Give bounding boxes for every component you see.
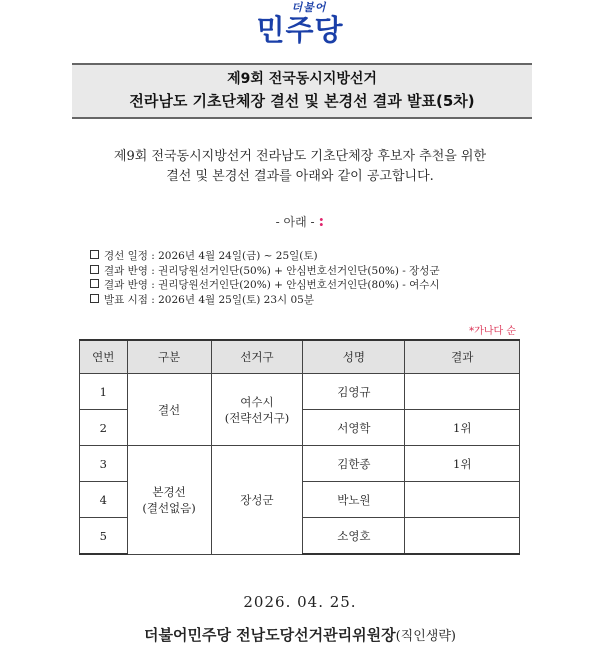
detail-text: 결과 반영 : 권리당원선거인단(50%) + 안심번호선거인단(50%) - 장성군 bbox=[104, 264, 440, 277]
result-cell bbox=[405, 518, 520, 555]
row-number: 4 bbox=[80, 482, 128, 518]
category-label: 본경선 bbox=[152, 484, 186, 499]
header-category: 구분 bbox=[127, 340, 211, 374]
notice-label: - 아래 - bbox=[275, 215, 315, 229]
results-table bbox=[79, 339, 520, 555]
category-cell bbox=[127, 446, 211, 555]
header-district: 선거구 bbox=[211, 340, 303, 374]
sort-note: *가나다 순 bbox=[469, 326, 516, 337]
category-cell bbox=[127, 374, 211, 446]
district-sublabel: (전략선거구) bbox=[224, 410, 290, 425]
logo-big-text: 민주당 bbox=[256, 13, 344, 47]
detail-text: 발표 시점 : 2026년 4월 25일(토) 23시 05분 bbox=[104, 293, 315, 306]
signatory: 더불어민주당 전남도당선거관리위원장 bbox=[144, 626, 396, 644]
seal-note: (직인생략) bbox=[395, 629, 456, 644]
row-number: 3 bbox=[80, 446, 128, 482]
table-header-row bbox=[80, 340, 520, 374]
intro-paragraph bbox=[0, 147, 600, 187]
party-logo bbox=[0, 2, 600, 46]
title-line-2: 전라남도 기초단체장 결선 및 본경선 결과 발표(5차) bbox=[129, 92, 475, 110]
district-cell bbox=[211, 446, 303, 555]
intro-line-1: 제9회 전국동시지방선거 전라남도 기초단체장 후보자 추천을 위한 bbox=[113, 149, 487, 164]
district-cell bbox=[211, 374, 303, 446]
district-label: 여수시 bbox=[240, 394, 274, 409]
category-label: 결선 bbox=[157, 402, 181, 417]
header-number: 연번 bbox=[80, 340, 128, 374]
title-box bbox=[72, 63, 532, 119]
detail-text: 결과 반영 : 권리당원선거인단(20%) + 안심번호선거인단(80%) - 여수시 bbox=[104, 279, 440, 291]
candidate-name: 김한종 bbox=[303, 446, 405, 482]
table-row bbox=[80, 446, 520, 482]
candidate-name: 김영규 bbox=[303, 374, 405, 410]
detail-item-ratio-yeosu bbox=[90, 278, 550, 293]
title-line-1: 제9회 전국동시지방선거 bbox=[227, 71, 377, 87]
result-cell bbox=[405, 482, 520, 518]
detail-item-ratio-jangseong bbox=[90, 264, 550, 279]
row-number: 5 bbox=[80, 518, 128, 555]
checkbox-icon bbox=[90, 279, 99, 288]
logo-small-text: 더불어 bbox=[291, 1, 327, 14]
checkbox-icon bbox=[90, 265, 99, 274]
district-label: 장성군 bbox=[240, 492, 274, 507]
category-sublabel: (결선없음) bbox=[142, 500, 196, 515]
result-cell: 1위 bbox=[405, 446, 520, 482]
notice-heading bbox=[0, 211, 600, 230]
candidate-name: 서영학 bbox=[303, 410, 405, 446]
checkbox-icon bbox=[90, 294, 99, 303]
intro-line-2: 결선 및 본경선 결과를 아래와 같이 공고합니다. bbox=[166, 169, 434, 184]
details-list bbox=[90, 249, 550, 307]
header-name: 성명 bbox=[303, 340, 405, 374]
detail-item-announcement bbox=[90, 293, 550, 308]
result-cell bbox=[405, 374, 520, 410]
row-number: 1 bbox=[80, 374, 128, 410]
header-result: 결과 bbox=[405, 340, 520, 374]
announcement-date: 2026. 04. 25. bbox=[243, 593, 357, 611]
detail-text: 경선 일정 : 2026년 4월 24일(금) ~ 25일(토) bbox=[104, 250, 318, 262]
row-number: 2 bbox=[80, 410, 128, 446]
result-cell: 1위 bbox=[405, 410, 520, 446]
notice-mark: : bbox=[318, 211, 325, 230]
candidate-name: 박노원 bbox=[303, 482, 405, 518]
candidate-name: 소영호 bbox=[303, 518, 405, 555]
checkbox-icon bbox=[90, 250, 99, 259]
detail-item-schedule bbox=[90, 249, 550, 264]
table-row bbox=[80, 374, 520, 410]
signature-line bbox=[0, 624, 600, 645]
